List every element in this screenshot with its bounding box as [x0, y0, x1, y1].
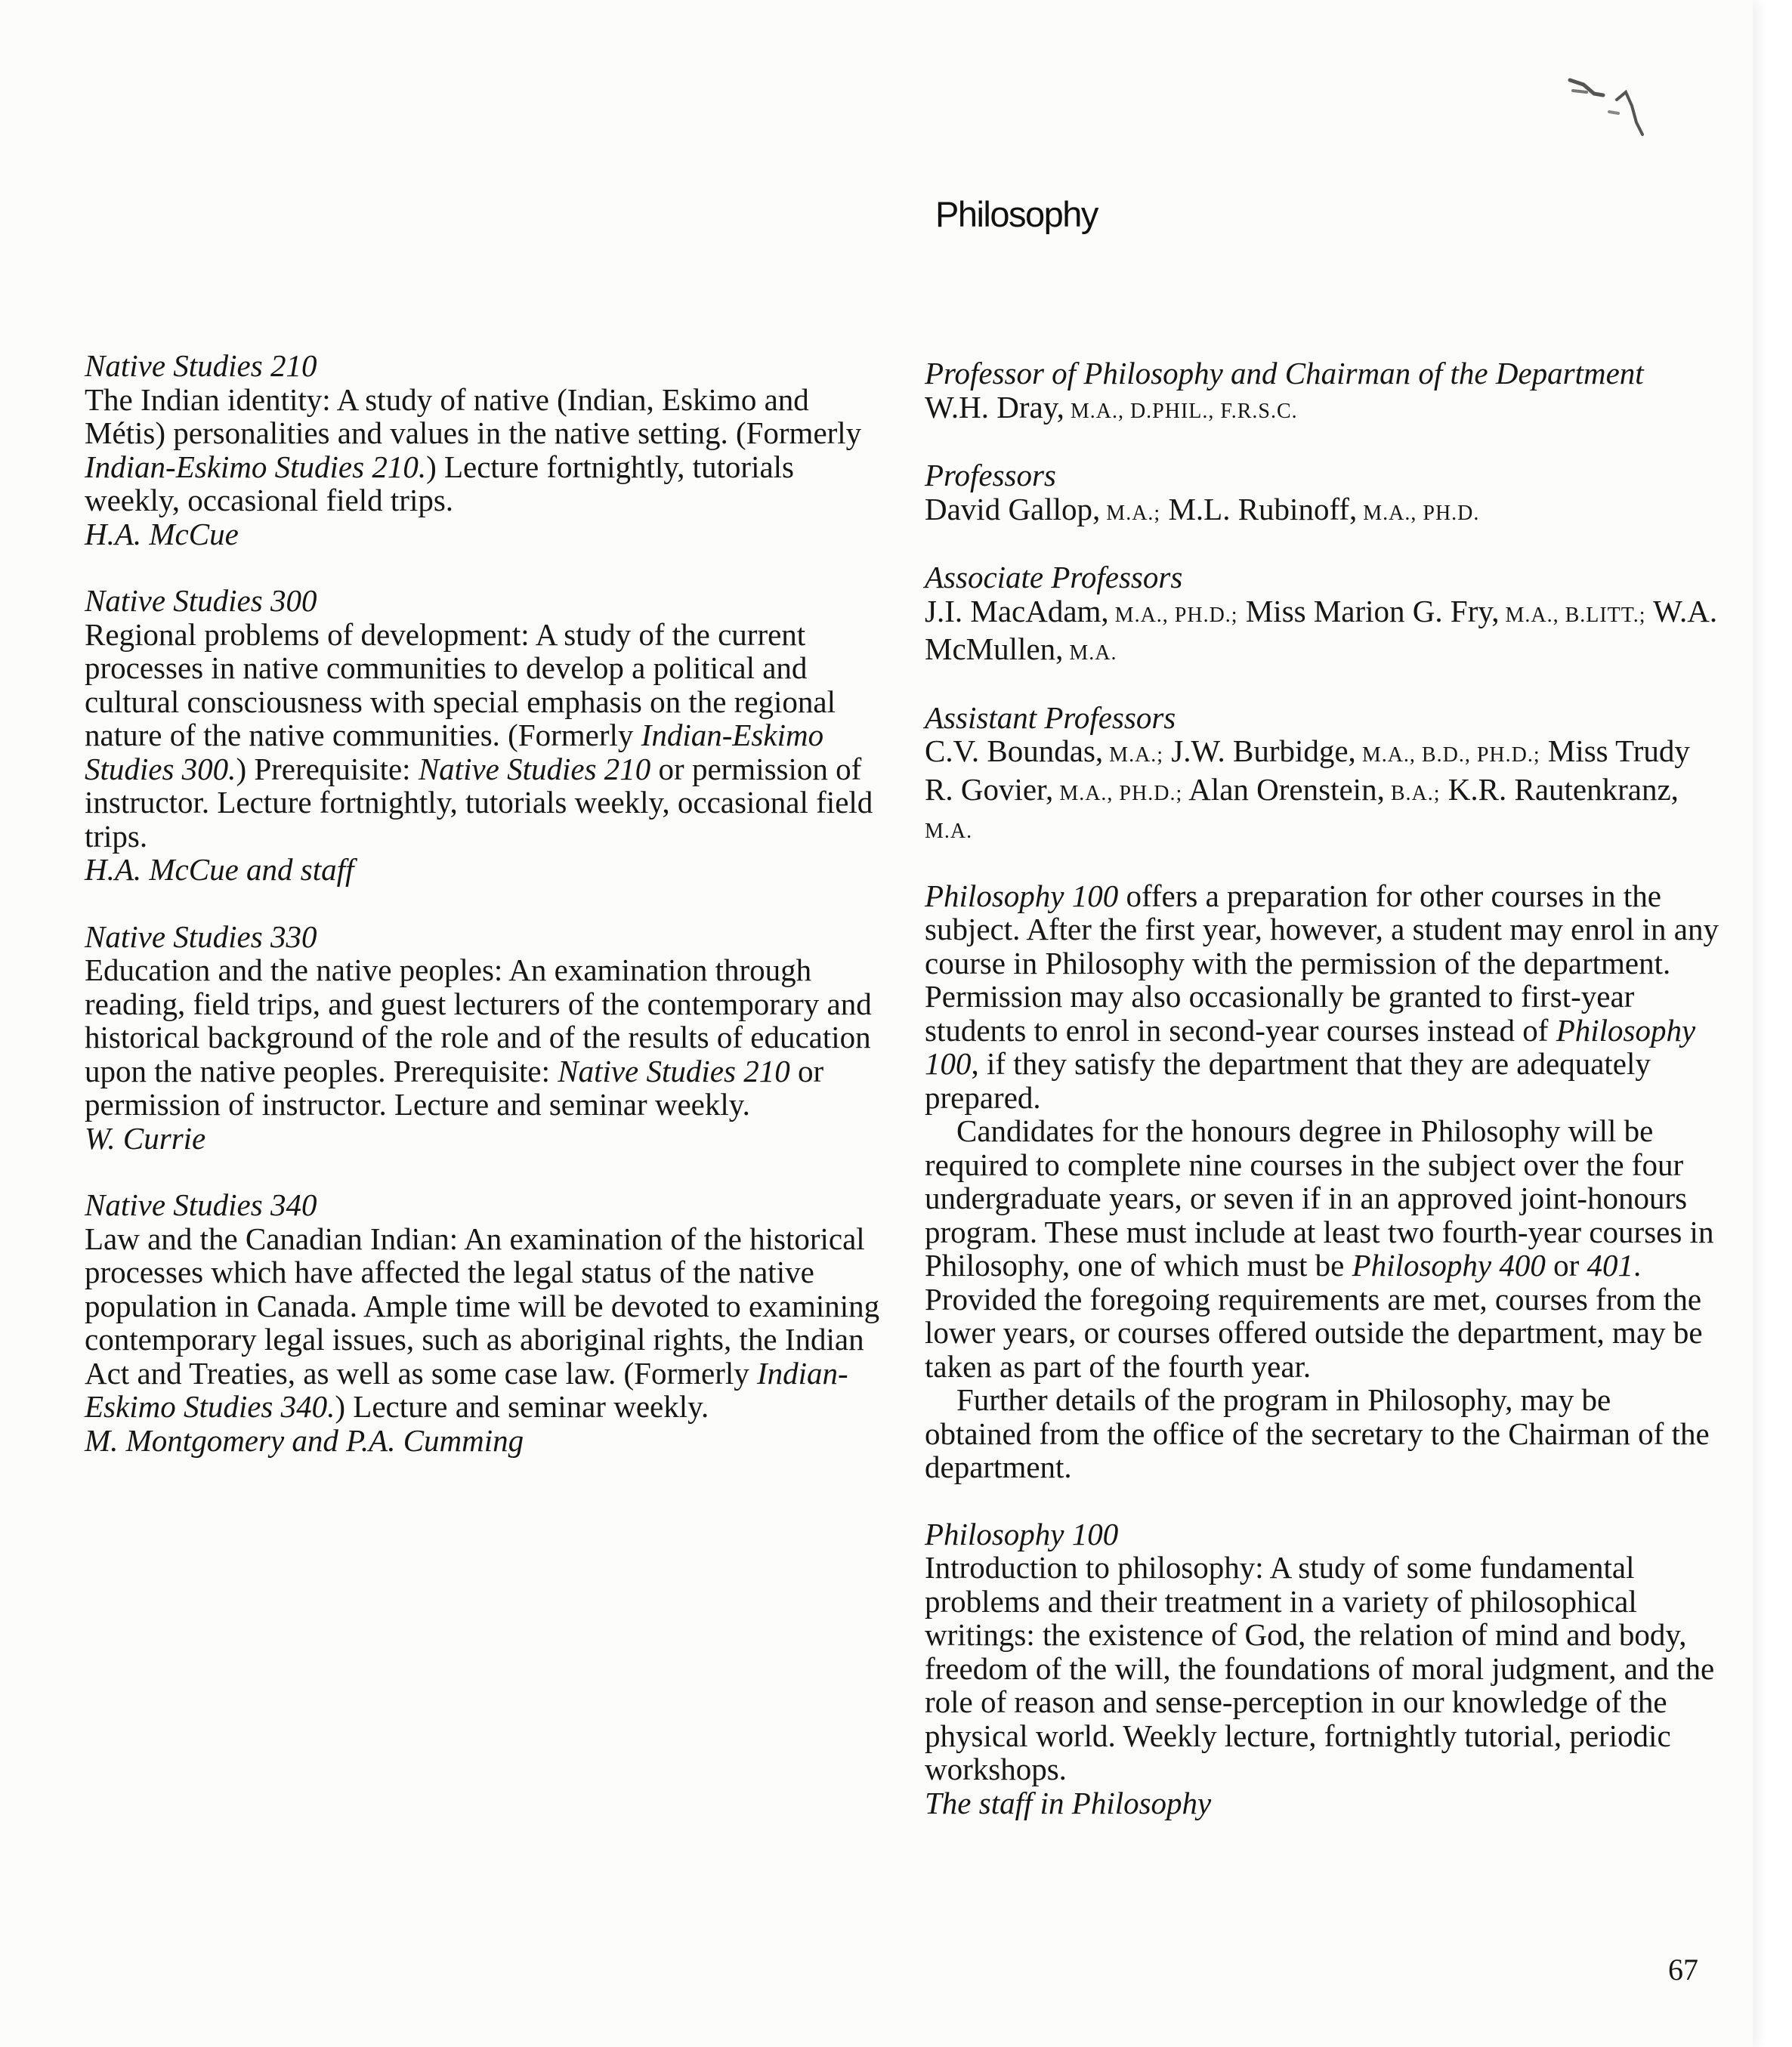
right-column	[925, 357, 1722, 1853]
professors-list: David Gallop, M.A.; M.L. Rubinoff, M.A., PH.D.	[925, 491, 1480, 526]
assistant-title: Assistant Professors	[925, 699, 1176, 735]
intro-paragraph-3: Further details of the program in Philosophy, may be obtained from the office of the secretary to the Chairman of the department.	[925, 1382, 1710, 1484]
page-number: 67	[1668, 1953, 1698, 1987]
department-heading: Philosophy	[935, 194, 1098, 234]
course-native-studies-340	[85, 1188, 882, 1457]
staff-chair	[925, 357, 1722, 428]
course-description: Introduction to philosophy: A study of some fundamental problems and their treatment in a variety of philosophical writings: the existence of God, the relation of mind and body, freedom of the will, the foundations of moral judgment, and the role of reason and sense-perception in our knowledge of the physical world. Weekly lecture, fortnightly tutorial, periodic workshops.	[925, 1550, 1715, 1786]
course-title: Native Studies 340	[85, 1187, 317, 1222]
course-title: Philosophy 100	[925, 1516, 1119, 1551]
course-title: Native Studies 300	[85, 583, 317, 618]
staff-professors	[925, 458, 1722, 530]
left-column	[85, 349, 882, 1490]
course-native-studies-300	[85, 584, 882, 887]
associate-list: J.I. MacAdam, M.A., PH.D.; Miss Marion G. Fry, M.A., B.LITT.; W.A. McMullen, M.A.	[925, 593, 1718, 666]
staff-assistant-professors	[925, 701, 1722, 849]
course-description: Education and the native peoples: An examination through reading, field trips, and guest lecturers of the contemporary and historical background of the role and of the results of education upon the native peoples. Prerequisite: Native Studies 210 or permission of instructor. Lecture and seminar weekly.	[85, 952, 872, 1122]
staff-associate-professors	[925, 560, 1722, 671]
chair-name: W.H. Dray, M.A., D.PHIL., F.R.S.C.	[925, 389, 1298, 425]
intro-paragraph-1: Philosophy 100 offers a preparation for other courses in the subject. After the first year, however, a student may enrol in any course in Philosophy with the permission of the department. Permission may also occasionally be granted to first-year students to enrol in second-year courses instead of Philosophy 100, if they satisfy the department that they are adequately prepared.	[925, 878, 1719, 1115]
course-description: Regional problems of development: A study of the current processes in native communities to develop a political and cultural consciousness with special emphasis on the regional nature of the native communities. (Formerly Indian-Eskimo Studies 300.) Prerequisite: Native Studies 210 or permission of instructor. Lecture fortnightly, tutorials weekly, occasional field trips.	[85, 616, 873, 854]
course-title: Native Studies 330	[85, 919, 317, 954]
assistant-list: C.V. Boundas, M.A.; J.W. Burbidge, M.A., B.D., PH.D.; Miss Trudy R. Govier, M.A., PH.D.; Alan Orenstein, B.A.; K.R. Rautenkranz, M.A.	[925, 733, 1690, 843]
intro-paragraph-2: Candidates for the honours degree in Philosophy will be required to complete nine courses in the subject over the four undergraduate years, or seven if in an approved joint-honours program. These must include at least two fourth-year courses in Philosophy, one of which must be Philosophy 400 or 401. Provided the foregoing requirements are met, courses from the lower years, or courses offered outside the department, may be taken as part of the fourth year.	[925, 1113, 1714, 1384]
course-native-studies-330	[85, 920, 882, 1156]
course-instructor: H.A. McCue and staff	[85, 852, 354, 887]
course-instructor: The staff in Philosophy	[925, 1785, 1212, 1820]
course-description: Law and the Canadian Indian: An examination of the historical processes which have affected the legal status of the native population in Canada. Ample time will be devoted to examining contemporary legal issues, such as aboriginal rights, the Indian Act and Treaties, as well as some case law. (Formerly Indian-Eskimo Studies 340.) Lecture and seminar weekly.	[85, 1221, 880, 1424]
course-title: Native Studies 210	[85, 348, 317, 383]
professors-title: Professors	[925, 458, 1056, 492]
ink-smudge-mark	[1564, 69, 1655, 153]
associate-title: Associate Professors	[925, 560, 1183, 594]
course-instructor: W. Currie	[85, 1120, 206, 1156]
course-description: The Indian identity: A study of native (Indian, Eskimo and Métis) personalities and values in the native setting. (Formerly Indian-Eskimo Studies 210.) Lecture fortnightly, tutorials weekly, occasional field trips.	[85, 381, 862, 517]
course-instructor: M. Montgomery and P.A. Cumming	[85, 1422, 524, 1458]
course-native-studies-210	[85, 349, 882, 551]
course-instructor: H.A. McCue	[85, 516, 239, 551]
course-philosophy-100	[925, 1517, 1722, 1820]
chair-title: Professor of Philosophy and Chairman of the Department	[925, 356, 1644, 391]
program-introduction	[925, 879, 1722, 1484]
